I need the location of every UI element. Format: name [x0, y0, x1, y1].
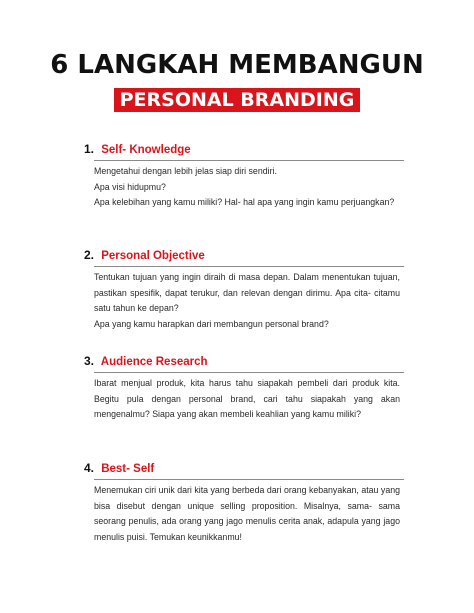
- section-body: [94, 270, 404, 332]
- body-line: Apa yang kamu harapkan dari membangun personal brand?: [94, 318, 329, 329]
- section-divider: [94, 372, 404, 373]
- body-line: Apa visi hidupmu?: [94, 181, 166, 192]
- section-number: 4.: [84, 461, 95, 475]
- body-line: Mengetahui dengan lebih jelas siap diri sendiri.: [94, 166, 277, 176]
- document-subtitle: PERSONAL BRANDING: [114, 88, 361, 112]
- body-paragraph: Tentukan tujuan yang ingin diraih di masa depan. Dalam menentukan tujuan, pastikan spesifik, dapat terukur, dan relevan dengan dirimu. Apa cita- citamu satu tahun ke depan?: [94, 272, 400, 313]
- section-divider: [94, 479, 404, 480]
- section-title: Self- Knowledge: [101, 144, 191, 156]
- body-paragraph: Ibarat menjual produk, kita harus tahu siapakah pembeli dari produk kita. Begitu pula dengan personal brand, cari tahu siapakah yang akan mengenalmu? Siapa yang akan membeli keahlian yang kamu miliki?: [94, 378, 400, 419]
- section-audience-research: [84, 352, 404, 423]
- document-title: 6 LANGKAH MEMBANGUN: [50, 50, 424, 80]
- section-heading: [84, 246, 404, 264]
- body-paragraph: Menemukan ciri unik dari kita yang berbeda dari orang kebanyakan, atau yang bisa disebut dengan unique selling proposition. Misalnya, sama- sama seorang penulis, ada orang yang jago menulis cerita anak, adapula yang jago menulis puisi. Temukan keunikkanmu!: [94, 485, 400, 542]
- section-best-self: [84, 459, 404, 545]
- section-body: [94, 483, 404, 545]
- section-personal-objective: [84, 246, 404, 332]
- section-title: Audience Research: [100, 356, 208, 368]
- subtitle-container: [0, 88, 474, 112]
- section-number: 2.: [84, 248, 95, 262]
- section-title: Best- Self: [101, 463, 155, 475]
- body-line: Apa kelebihan yang kamu miliki? Hal- hal apa yang ingin kamu perjuangkan?: [94, 197, 395, 207]
- section-body: [94, 164, 404, 211]
- section-heading: [84, 140, 404, 158]
- section-heading: [84, 459, 404, 477]
- section-divider: [94, 266, 404, 267]
- section-divider: [94, 160, 404, 161]
- section-title: Personal Objective: [101, 250, 205, 262]
- section-number: 1.: [84, 142, 95, 156]
- section-heading: [84, 352, 404, 370]
- section-self-knowledge: [84, 140, 404, 211]
- section-body: [94, 376, 404, 423]
- section-number: 3.: [84, 354, 95, 368]
